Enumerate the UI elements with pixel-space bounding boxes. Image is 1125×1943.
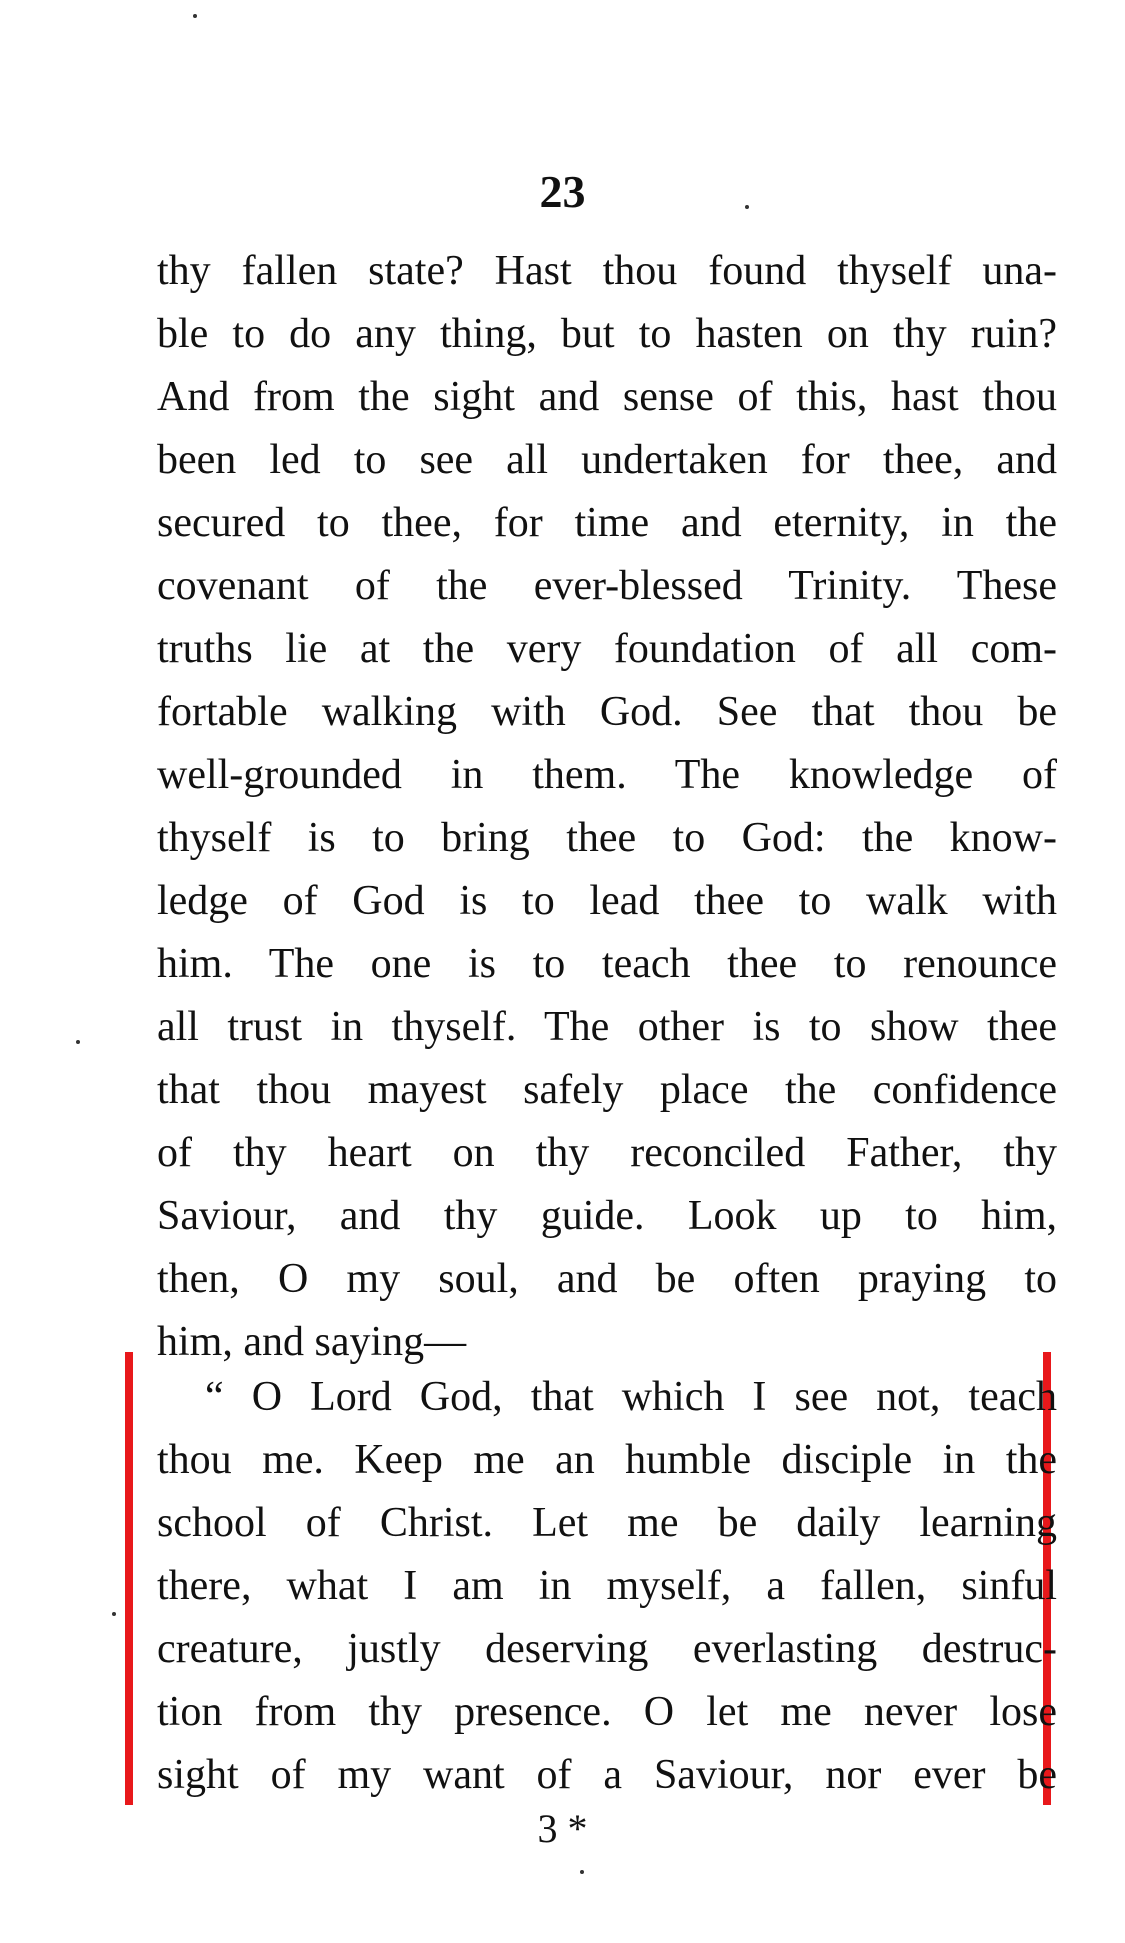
ink-speck: [193, 14, 197, 18]
body-line: been led to see all undertaken for thee, and: [157, 437, 1057, 483]
body-line: fortable walking with God. See that thou be: [157, 689, 1057, 735]
ink-speck: [76, 1040, 80, 1044]
ink-speck: [112, 1612, 116, 1616]
body-line: ble to do any thing, but to hasten on thy ruin?: [157, 311, 1057, 357]
body-text: [157, 240, 1057, 1374]
page-number: 23: [539, 166, 586, 217]
body-line: ledge of God is to lead thee to walk with: [157, 878, 1057, 924]
body-line: thy fallen state? Hast thou found thyself una-: [157, 248, 1057, 294]
prayer-line: thou me. Keep me an humble disciple in the: [157, 1437, 1057, 1483]
ink-speck: [580, 1870, 584, 1874]
body-line: And from the sight and sense of this, hast thou: [157, 374, 1057, 420]
body-line: well-grounded in them. The knowledge of: [157, 752, 1057, 798]
prayer-line: there, what I am in myself, a fallen, sinful: [157, 1563, 1057, 1609]
prayer-line: “ O Lord God, that which I see not, teach: [205, 1374, 1057, 1420]
body-line: that thou mayest safely place the confidence: [157, 1067, 1057, 1113]
prayer-marker-left: [125, 1352, 133, 1805]
body-line: him, and saying—: [157, 1319, 467, 1365]
body-line: then, O my soul, and be often praying to: [157, 1256, 1057, 1302]
body-line: truths lie at the very foundation of all com-: [157, 626, 1057, 672]
prayer-quote: [157, 1366, 1057, 1807]
signature-mark: 3 *: [537, 1806, 588, 1851]
body-line: Saviour, and thy guide. Look up to him,: [157, 1193, 1057, 1239]
prayer-line: school of Christ. Let me be daily learning: [157, 1500, 1057, 1546]
body-line: secured to thee, for time and eternity, in the: [157, 500, 1057, 546]
body-line: of thy heart on thy reconciled Father, thy: [157, 1130, 1057, 1176]
prayer-line: creature, justly deserving everlasting destruc-: [157, 1626, 1057, 1672]
ink-speck: [745, 205, 749, 209]
prayer-line: sight of my want of a Saviour, nor ever be: [157, 1752, 1057, 1798]
body-line: thyself is to bring thee to God: the know-: [157, 815, 1057, 861]
body-line: all trust in thyself. The other is to show thee: [157, 1004, 1057, 1050]
body-line: him. The one is to teach thee to renounce: [157, 941, 1057, 987]
body-line: covenant of the ever-blessed Trinity. These: [157, 563, 1057, 609]
prayer-line: tion from thy presence. O let me never lose: [157, 1689, 1057, 1735]
